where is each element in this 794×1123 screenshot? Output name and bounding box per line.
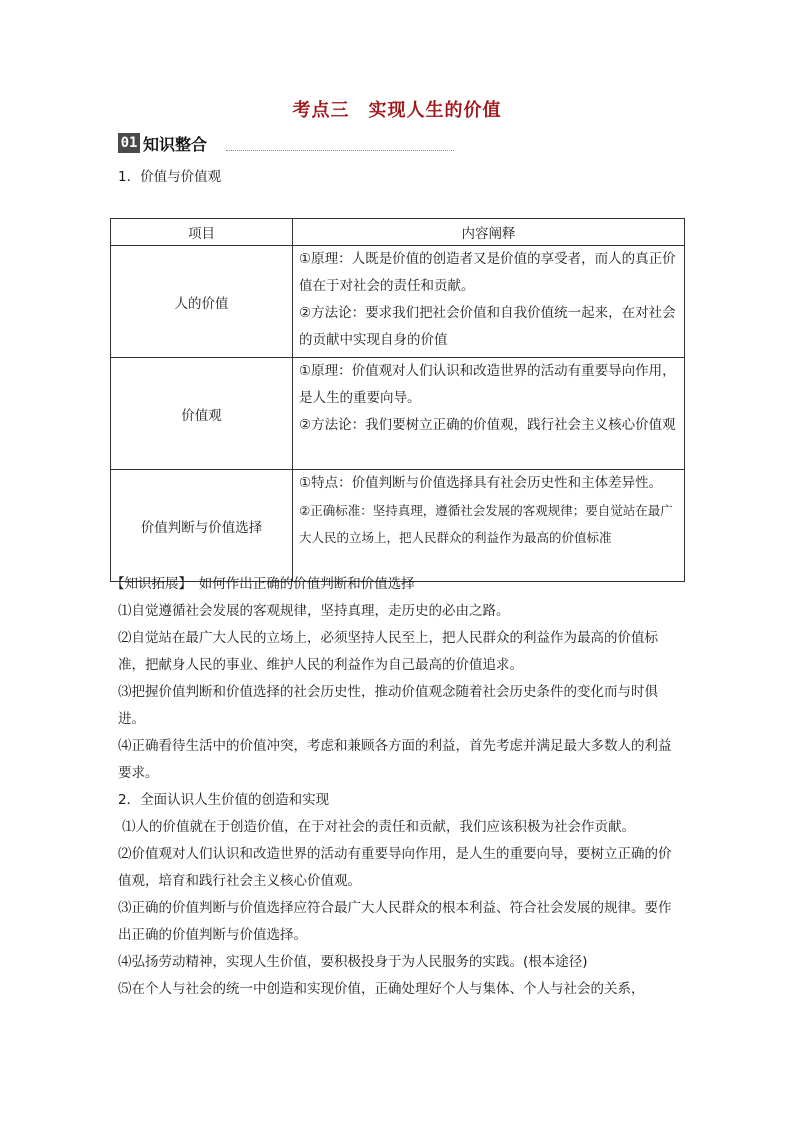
dotted-divider xyxy=(226,150,454,151)
table-row xyxy=(111,470,685,582)
extension-heading: 【知识拓展】 如何作出正确的价值判断和价值选择 xyxy=(111,576,415,592)
row-line: ①特点：价值判断与价值选择具有社会历史性和主体差异性。 xyxy=(299,475,663,491)
list-item: ⑵价值观对人们认识和改造世界的活动有重要导向作用，是人生的重要向导，要树立正确的价值观，培育和践行社会主义核心价值观。 xyxy=(118,846,672,889)
list-item: ⑶正确的价值判断与价值选择应符合最广大人民群众的根本利益、符合社会发展的规律。要作出正确的价值判断与价值选择。 xyxy=(118,900,672,943)
table-row xyxy=(111,358,685,470)
list-item: ⑷正确看待生活中的价值冲突，考虑和兼顾各方面的利益，首先考虑并满足最大多数人的利益要求。 xyxy=(118,738,672,781)
row-item: 价值观 xyxy=(111,358,293,470)
section-label: 知识整合 xyxy=(143,135,208,154)
page-title: 考点三 实现人生的价值 xyxy=(292,100,502,121)
list-item: ⑷弘扬劳动精神，实现人生价值，要积极投身于为人民服务的实践。(根本途径) xyxy=(118,954,588,970)
row-content xyxy=(293,246,685,358)
list-item: ⑵自觉站在最广大人民的立场上，必须坚持人民至上，把人民群众的利益作为最高的价值标准，把献身人民的事业、维护人民的利益作为自己最高的价值追求。 xyxy=(118,630,658,673)
section-header xyxy=(118,131,454,155)
row-line: ①原理：人既是价值的创造者又是价值的享受者，而人的真正价值在于对社会的责任和贡献。 xyxy=(299,251,676,294)
header-item: 项目 xyxy=(111,219,293,246)
table-row xyxy=(111,246,685,358)
row-item: 价值判断与价值选择 xyxy=(111,470,293,582)
row-line: ②方法论：我们要树立正确的价值观，践行社会主义核心价值观 xyxy=(299,417,676,433)
table-header-row xyxy=(111,219,685,246)
row-item: 人的价值 xyxy=(111,246,293,358)
header-content: 内容阐释 xyxy=(293,219,685,246)
row-line: ②正确标准：坚持真理，遵循社会发展的客观规律；要自觉站在最广大人民的立场上，把人民群众的利益作为最高的价值标准 xyxy=(299,503,673,545)
list-item: ⑴自觉遵循社会发展的客观规律，坚持真理，走历史的必由之路。 xyxy=(118,603,510,619)
list-item: ⑶把握价值判断和价值选择的社会历史性，推动价值观念随着社会历史条件的变化而与时俱进。 xyxy=(118,684,658,727)
content-table xyxy=(110,218,685,582)
list-item: ⑴人的价值就在于创造价值，在于对社会的责任和贡献，我们应该积极为社会作贡献。 xyxy=(122,819,635,835)
row-line: ②方法论：要求我们把社会价值和自我价值统一起来，在对社会的贡献中实现自身的价值 xyxy=(299,305,676,348)
knowledge-extension xyxy=(111,571,684,1003)
row-line: ①原理：价值观对人们认识和改造世界的活动有重要导向作用，是人生的重要向导。 xyxy=(299,363,676,406)
section-number-badge: 01 xyxy=(118,133,140,153)
list-item: ⑸在个人与社会的统一中创造和实现价值，正确处理好个人与集体、个人与社会的关系， xyxy=(118,981,645,997)
row-content xyxy=(293,358,685,470)
subheading-value-and-values: 1．价值与价值观 xyxy=(118,169,222,185)
subheading-realizing-life-value: 2．全面认识人生价值的创造和实现 xyxy=(118,792,330,808)
row-content xyxy=(293,470,685,582)
